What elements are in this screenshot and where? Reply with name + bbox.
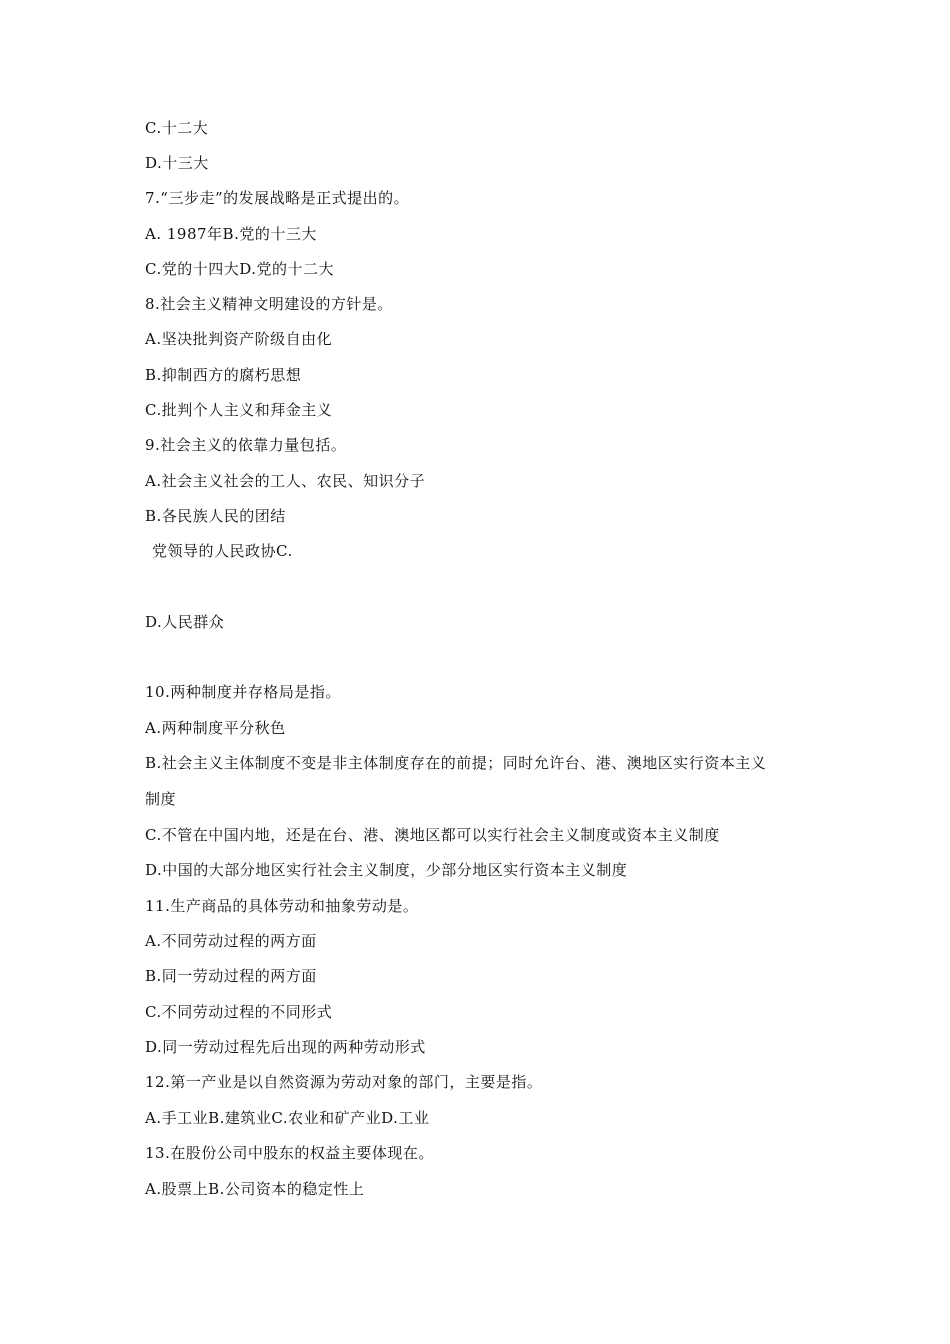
option-line: B.各民族人民的团结: [145, 507, 286, 525]
option-line: B.同一劳动过程的两方面: [145, 967, 317, 985]
question-line: 7.“三步走”的发展战略是正式提出的。: [145, 189, 410, 207]
option-line: C.党的十四大D.党的十二大: [145, 260, 334, 278]
question-line: 11.生产商品的具体劳动和抽象劳动是。: [145, 897, 419, 915]
question-line: 13.在股份公司中股东的权益主要体现在。: [145, 1144, 434, 1162]
option-line: C.不管在中国内地，还是在台、港、澳地区都可以实行社会主义制度或资本主义制度: [145, 826, 720, 844]
option-line: A.手工业B.建筑业C.农业和矿产业D.工业: [145, 1109, 430, 1127]
question-line: 8.社会主义精神文明建设的方针是。: [145, 295, 393, 313]
option-line: A.股票上B.公司资本的稳定性上: [145, 1180, 365, 1198]
option-line: 党领导的人民政协C.: [152, 542, 293, 560]
question-line: 9.社会主义的依靠力量包括。: [145, 436, 347, 454]
option-line: D.同一劳动过程先后出现的两种劳动形式: [145, 1038, 426, 1056]
option-line: C.十二大: [145, 119, 209, 137]
option-line: C.不同劳动过程的不同形式: [145, 1003, 333, 1021]
option-line: D.十三大: [145, 154, 209, 172]
option-line: A.社会主义社会的工人、农民、知识分子: [145, 472, 426, 490]
question-line: 12.第一产业是以自然资源为劳动对象的部门，主要是指。: [145, 1073, 543, 1091]
option-line: A. 1987年B.党的十三大: [145, 225, 317, 243]
option-line: D.中国的大部分地区实行社会主义制度，少部分地区实行资本主义制度: [145, 861, 628, 879]
option-line: B.社会主义主体制度不变是非主体制度存在的前提；同时允许台、港、澳地区实行资本主义: [145, 754, 767, 772]
option-line: A.两种制度平分秋色: [145, 719, 286, 737]
option-line: D.人民群众: [145, 613, 225, 631]
question-line: 10.两种制度并存格局是指。: [145, 683, 341, 701]
option-line: C.批判个人主义和拜金主义: [145, 401, 333, 419]
option-line: 制度: [145, 790, 177, 808]
option-line: B.抑制西方的腐朽思想: [145, 366, 302, 384]
option-line: A.不同劳动过程的两方面: [145, 932, 317, 950]
option-line: A.坚决批判资产阶级自由化: [145, 330, 333, 348]
